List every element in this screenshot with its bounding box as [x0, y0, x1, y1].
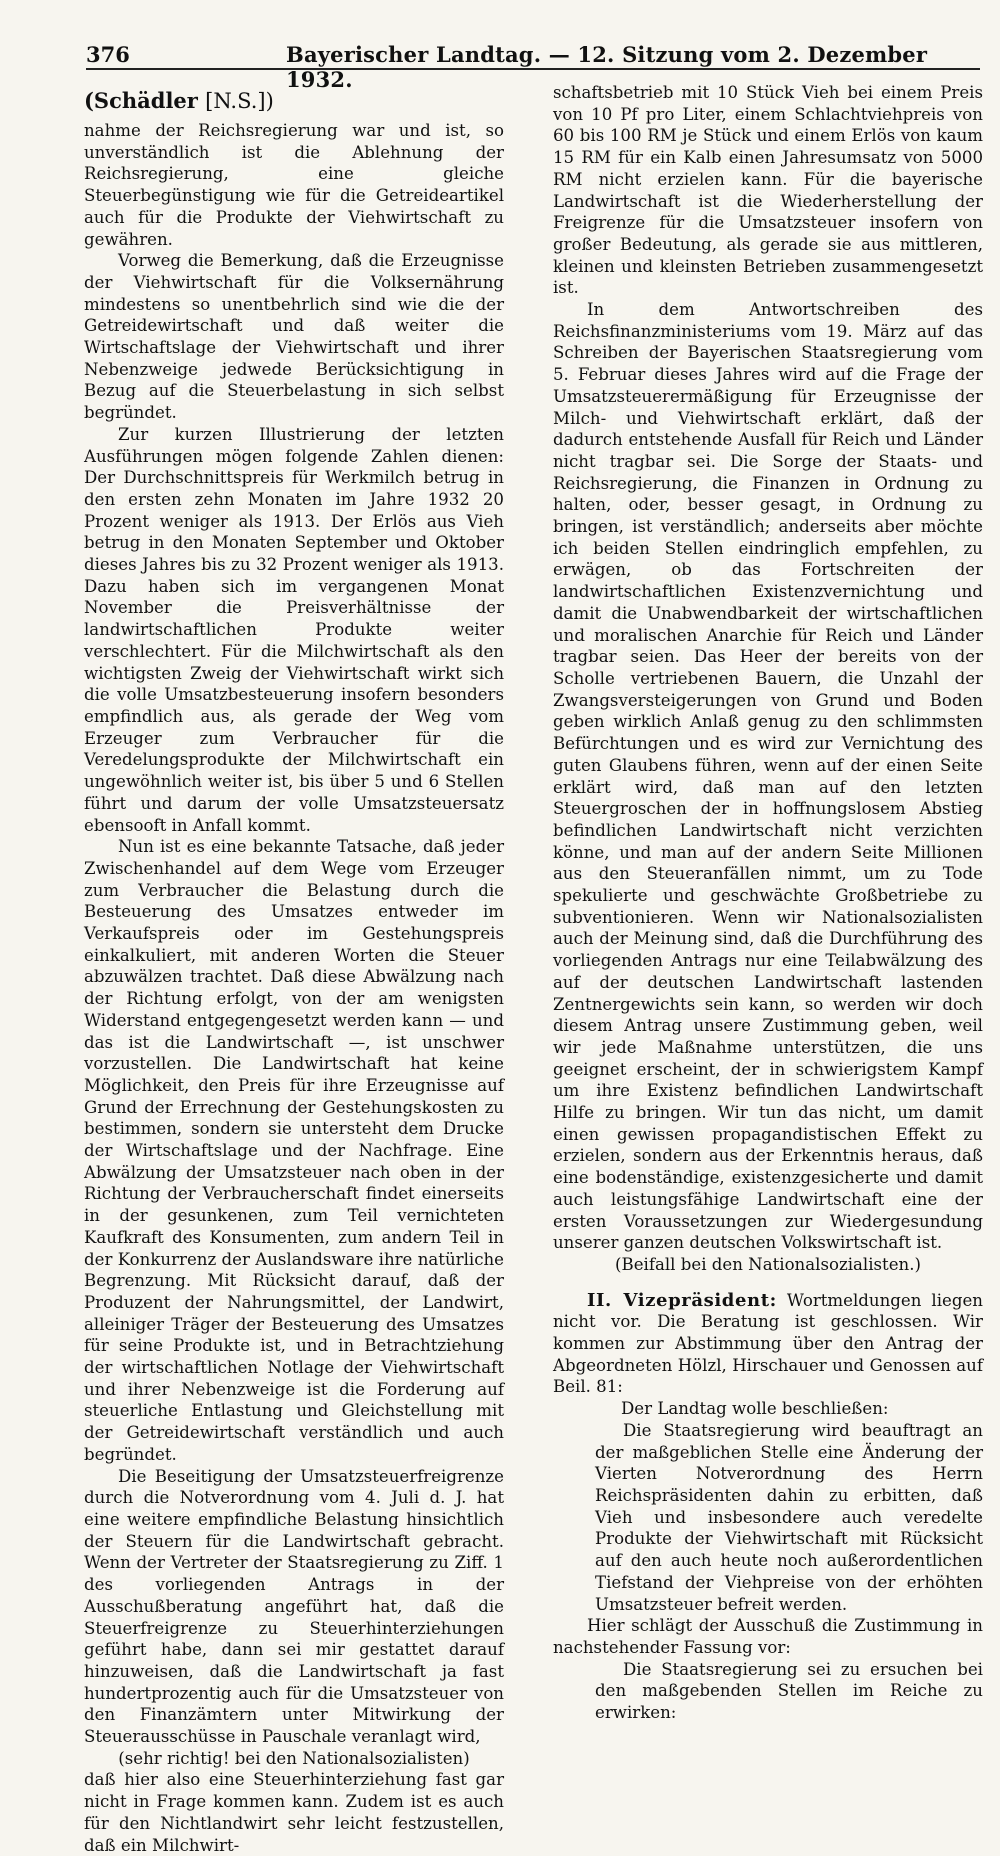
applause-note: (Beifall bei den Nationalsozialisten.) — [615, 1254, 921, 1274]
page-number: 376 — [86, 42, 130, 67]
right-column — [553, 82, 983, 1724]
motion-text: Die Staatsregierung sei zu ersuchen bei den maßgebenden Stellen im Reiche zu erwirken: — [595, 1659, 983, 1723]
left-column — [84, 82, 504, 1856]
paragraph-text: Wortmeldungen liegen nicht vor. Die Beratung ist geschlossen. Wir kommen zur Abstimmung über den Antrag der Abgeordneten Hölzl, Hirschauer und Genossen auf Beil. 81: — [553, 1290, 983, 1397]
paragraph-vizepraesident — [553, 1290, 983, 1399]
speaker-party: [N.S.]) — [205, 89, 274, 113]
spacer — [553, 1276, 983, 1290]
motion-intro: Der Landtag wolle beschließen: — [621, 1399, 889, 1419]
speaker-label: II. Vizepräsident: — [587, 1289, 777, 1311]
motion-text: Die Staatsregierung wird beauftragt an der maßgeblichen Stelle eine Änderung der Vierten Notverordnung des Herrn Reichspräsidenten dahin zu erbitten, daß Vieh und insbesondere auch veredelte Produkte der Viehwirtschaft mit Rücksicht auf den auch heute noch außerordentlichen Tiefstand der Viehpreise von der erhöhten Umsatzsteuer befreit werden. — [595, 1420, 983, 1614]
paragraph: nahme der Reichsregierung war und ist, so unverständlich ist die Ablehnung der Reichsregierung, eine gleiche Steuerbegünstigung wie für die Getreideartikel auch für die Produkte der Viehwirtschaft zu gewähren. — [84, 121, 504, 249]
paragraph: Vorweg die Bemerkung, daß die Erzeugnisse der Viehwirtschaft für die Volksernährung mindestens so unentbehrlich sind wie die der Getreidewirtschaft und daß weiter die Wirtschaftslage der Viehwirtschaft und ihrer Nebenzweige jedwede Berücksichtigung in Bezug auf die Steuerbelastung in sich selbst begründet. — [84, 251, 504, 423]
interjection: (sehr richtig! bei den Nationalsozialisten) — [118, 1748, 470, 1768]
running-title: Bayerischer Landtag. — 12. Sitzung vom 2. Dezember 1932. — [286, 42, 928, 92]
page-header — [86, 34, 980, 92]
paragraph: In dem Antwortschreiben des Reichsfinanzministeriums vom 19. März auf das Schreiben der Bayerischen Staatsregierung vom 5. Februar dieses Jahres wird auf die Frage der Umsatzsteuerermäßigung für Erzeugnisse der Milch- und Viehwirtschaft erklärt, daß der dadurch entstehende Ausfall für Reich und Länder nicht tragbar sei. Die Sorge der Staats- und Reichsregierung, die Finanzen in Ordnung zu halten, oder, besser gesagt, in Ordnung zu bringen, ist verständlich; anderseits aber möchte ich beiden Stellen eindringlich empfehlen, zu erwägen, ob das Fortschreiten der landwirtschaftlichen Existenzvernichtung und damit die Unabwendbarkeit der wirtschaftlichen und moralischen Anarchie für Reich und Länder tragbar seien. Das Heer der bereits von der Scholle vertriebenen Bauern, die Unzahl der Zwangsversteigerungen von Grund und Boden geben wirklich Anlaß genug zu den schlimmsten Befürchtungen und es wird zur Vernichtung des guten Glaubens führen, wenn auf der einen Seite erklärt wird, daß man auf den letzten Steuergroschen der in hoffnungslosem Abstieg befindlichen Landwirtschaft nicht verzichten könne, und man auf der andern Seite Millionen aus den Steueranfällen nimmt, um zu Tode spekulierte und geschwächte Großbetriebe zu subventionieren. Wenn wir Nationalsozialisten auch der Meinung sind, daß die Durchführung des vorliegenden Antrags nur eine Teilabwälzung des auf der deutschen Landwirtschaft lastenden Zentnergewichts sein kann, so werden wir doch diesem Antrag unsere Zustimmung geben, weil wir jede Maßnahme unterstützen, die uns geeignet erscheint, der in schwierigstem Kampf um ihre Existenz befindlichen Landwirtschaft Hilfe zu bringen. Wir tun das nicht, um damit einen gewissen propagandistischen Effekt zu erzielen, sondern aus der Erkenntnis heraus, daß eine bodenständige, existenzgesicherte und damit auch leistungsfähige Landwirtschaft eine der ersten Voraussetzungen zur Wiedergesundung unserer ganzen deutschen Volkswirtschaft ist. — [553, 300, 983, 1253]
speaker-name: (Schädler — [84, 88, 198, 113]
paragraph: daß hier also eine Steuerhinterziehung fast gar nicht in Frage kommen kann. Zudem ist es auch für den Nichtlandwirt sehr leicht festzustellen, daß ein Milchwirt- — [84, 1770, 504, 1855]
paragraph: Nun ist es eine bekannte Tatsache, daß jeder Zwischenhandel auf dem Wege vom Erzeuger zum Verbraucher die Belastung durch die Besteuerung des Umsatzes entweder im Verkaufspreis oder im Gestehungspreis einkalkuliert, mit anderen Worten die Steuer abzuwälzen trachtet. Daß diese Abwälzung nach der Richtung erfolgt, von der am wenigsten Widerstand entgegengesetzt werden kann — und das ist die Landwirtschaft —, ist unschwer vorzustellen. Die Landwirtschaft hat keine Möglichkeit, den Preis für ihre Erzeugnisse auf Grund der Errechnung der Gestehungskosten zu bestimmen, sondern sie untersteht dem Drucke der Wirtschaftslage und der Nachfrage. Eine Abwälzung der Umsatzsteuer nach oben in der Richtung der Verbraucherschaft findet einerseits in der gesunkenen, zum Teil vernichteten Kaufkraft des Konsumenten, zum andern Teil in der Konkurrenz der Auslandsware ihre natürliche Begrenzung. Mit Rücksicht darauf, daß der Produzent der Nahrungsmittel, der Landwirt, alleiniger Träger der Besteuerung des Umsatzes für seine Produkte ist, und in Betrachtziehung der wirtschaftlichen Notlage der Viehwirtschaft und ihrer Nebenzweige ist die Forderung auf steuerliche Entlastung und Gleichstellung mit der Getreidewirtschaft verständlich und auch begründet. — [84, 837, 504, 1464]
paragraph: Hier schlägt der Ausschuß die Zustimmung in nachstehender Fassung vor: — [553, 1616, 983, 1657]
paragraph: Zur kurzen Illustrierung der letzten Ausführungen mögen folgende Zahlen dienen: Der Durchschnittspreis für Werkmilch betrug in den ersten zehn Monaten im Jahre 1932 20 Prozent weniger als 1913. Der Erlös aus Vieh betrug in den Monaten September und Oktober dieses Jahres bis zu 32 Prozent weniger als 1913. Dazu haben sich im vergangenen Monat November die Preisverhältnisse der landwirtschaftlichen Produkte weiter verschlechtert. Für die Milchwirtschaft als den wichtigsten Zweig der Viehwirtschaft wirkt sich die volle Umsatzbesteuerung insofern besonders empfindlich aus, als gerade der Weg vom Erzeuger zum Verbraucher für die Veredelungsprodukte der Milchwirtschaft ein ungewöhnlich weiter ist, bis über 5 und 6 Stellen führt und darum der volle Umsatzsteuersatz ebensooft in Anfall kommt. — [84, 424, 504, 835]
paragraph: schaftsbetrieb mit 10 Stück Vieh bei einem Preis von 10 Pf pro Liter, einem Schlachtviehpreis von 60 bis 100 RM je Stück und einem Erlös von kaum 15 RM für ein Kalb einen Jahresumsatz von 5000 RM nicht erzielen kann. Für die bayerische Landwirtschaft ist die Wiederherstellung der Freigrenze für die Umsatzsteuer insofern von großer Bedeutung, als gerade sie aus mittleren, kleinen und kleinsten Betrieben zusammengesetzt ist. — [553, 83, 983, 298]
paragraph: Die Beseitigung der Umsatzsteuerfreigrenze durch die Notverordnung vom 4. Juli d. J. hat eine weitere empfindliche Belastung hinsichtlich der Steuern für die Landwirtschaft gebracht. Wenn der Vertreter der Staatsregierung zu Ziff. 1 des vorliegenden Antrags in der Ausschußberatung angeführt hat, daß die Steuerfreigrenze zu Steuerhinterziehungen geführt habe, dann sei mir gestattet darauf hinzuweisen, daß die Landwirtschaft ja fast hundertprozentig auch für die Umsatzsteuer von den Finanzämtern unter Mitwirkung der Steuerausschüsse in Pauschale veranlagt wird, — [84, 1466, 504, 1747]
speaker-label — [84, 88, 504, 114]
